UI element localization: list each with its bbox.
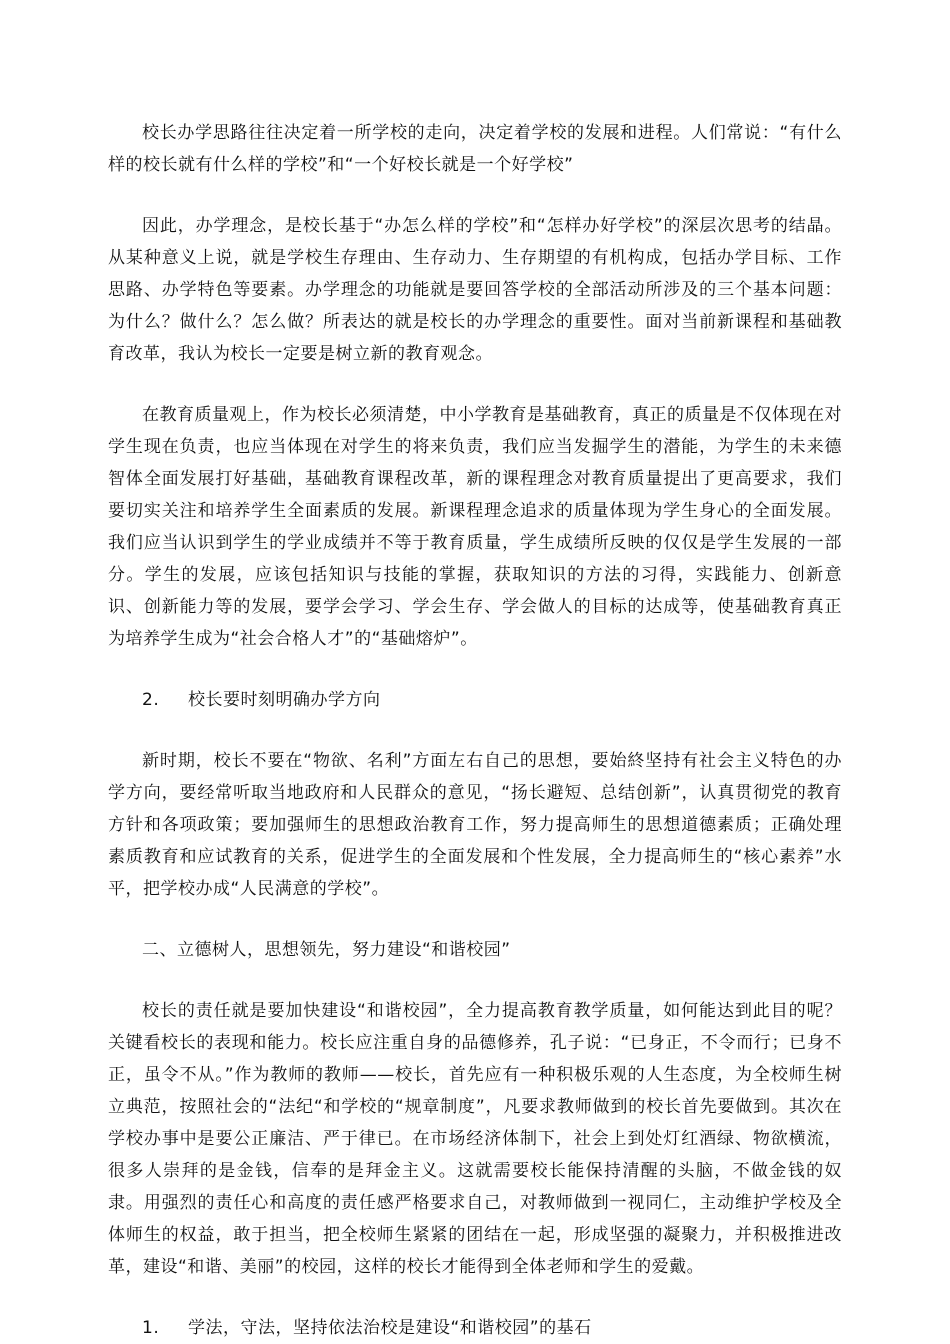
paragraph-school-philosophy: 因此，办学理念，是校长基于“办怎么样的学校”和“怎样办好学校”的深层次思考的结晶。从某种意义上说，就是学校生存理由、生存动力、生存期望的有机构成，包括办学目标、工作思路、办学特色等要素。办学理念的功能就是要回答学校的全部活动所涉及的三个基本问题：为什么？做什么？怎么做？所表达的就是校长的办学理念的重要性。面对当前新课程和基础教育改革，我认为校长一定要是树立新的教育观念。 (108, 216, 842, 364)
section-heading-harmonious-campus: 二、立德树人，思想领先，努力建设“和谐校园” (142, 940, 511, 960)
list-number: 2. (142, 690, 160, 710)
list-number: 1. (142, 1318, 160, 1338)
paragraph-principal-responsibility: 校长的责任就是要加快建设“和谐校园”，全力提高教育教学质量，如何能达到此目的呢？关键看校长的表现和能力。校长应注重自身的品德修养，孔子说：“已身正，不令而行；已身不正，虽令不从。”作为教师的教师——校长，首先应有一种积极乐观的人生态度，为全校师生树立典范，按照社会的“法纪“和学校的“规章制度”，凡要求教师做到的校长首先要做到。其次在学校办事中是要公正廉洁、严于律已。在市场经济体制下，社会上到处灯红酒绿、物欲横流，很多人崇拜的是金钱，信奉的是拜金主义。这就需要校长能保持清醒的头脑，不做金钱的奴隶。用强烈的责任心和高度的责任感严格要求自己，对教师做到一视同仁，主动维护学校及全体师生的权益，敢于担当，把全校师生紧紧的团结在一起，形成坚强的凝聚力，并积极推进改革，建设“和谐、美丽”的校园，这样的校长才能得到全体老师和学生的爱戴。 (108, 1001, 842, 1277)
list-heading-text: 学法，守法，坚持依法治校是建设“和谐校园”的基石 (188, 1318, 592, 1338)
paragraph-education-quality: 在教育质量观上，作为校长必须清楚，中小学教育是基础教育，真正的质量是不仅体现在对学生现在负责，也应当体现在对学生的将来负责，我们应当发掘学生的潜能，为学生的未来德智体全面发展打好基础，基础教育课程改革，新的课程理念对教育质量提出了更高要求，我们要切实关注和培养学生全面素质的发展。新课程理念追求的质量体现为学生身心的全面发展。我们应当认识到学生的学业成绩并不等于教育质量，学生成绩所反映的仅仅是学生发展的一部分。学生的发展，应该包括知识与技能的掌握，获取知识的方法的习得，实践能力、创新意识、创新能力等的发展，要学会学习、学会生存、学会做人的目标的达成等，使基础教育真正为培养学生成为“社会合格人才”的“基础熔炉”。 (108, 405, 842, 649)
numbered-heading-school-direction (108, 684, 842, 716)
paragraph-school-direction: 新时期，校长不要在“物欲、名利”方面左右自己的思想，要始終坚持有社会主义特色的办学方向，要经常听取当地政府和人民群众的意见，“扬长避短、总结创新”，认真贯彻党的教育方针和各项政策；要加强师生的思想政治教育工作，努力提高师生的思想道德素质；正确处理素质教育和应试教育的关系，促进学生的全面发展和个性发展，全力提高师生的“核心素养”水平，把学校办成“人民满意的学校”。 (108, 751, 842, 899)
numbered-heading-rule-of-law (108, 1312, 842, 1344)
list-heading-text: 校长要时刻明确办学方向 (188, 690, 381, 710)
paragraph-principal-thinking: 校长办学思路往往决定着一所学校的走向，决定着学校的发展和进程。人们常说：“有什么样的校长就有什么样的学校”和“一个好校长就是一个好学校” (108, 123, 842, 175)
